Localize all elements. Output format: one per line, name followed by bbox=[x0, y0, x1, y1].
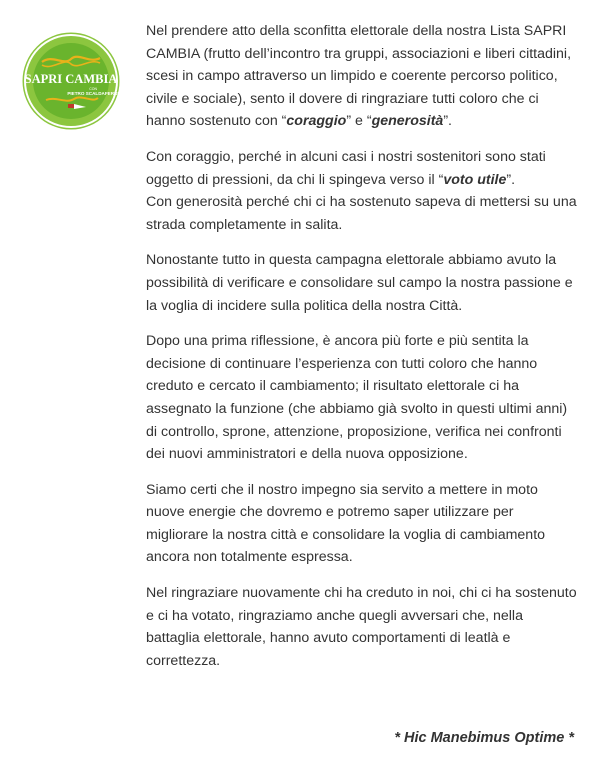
paragraph bbox=[146, 479, 578, 569]
paragraph-text: Nonostante tutto in questa campagna elettorale abbiamo avuto la possibilità di verificare e consolidare sul campo la nostra passione e la voglia di incidere sulla politica della nostra Città. bbox=[146, 252, 573, 314]
paragraph-text: Nel ringraziare nuovamente chi ha creduto in noi, chi ci ha sostenuto e ci ha votato, ringraziamo anche quegli avversari che, nella battaglia elettorale, hanno avuto comportamenti di leatlà e correttezza. bbox=[146, 585, 577, 669]
logo-boat-icon bbox=[68, 104, 74, 108]
sapri-cambia-logo bbox=[22, 32, 120, 130]
paragraph-text: Nel prendere atto della sconfitta elettorale della nostra Lista SAPRI CAMBIA (frutto dell’incontro tra gruppi, associazioni e liberi cittadini, scesi in campo attraverso un limpido e coerente percorso politico, civile e sociale), sento il dovere di ringraziare tutti coloro che ci hanno sostenuto con “ bbox=[146, 23, 572, 130]
logo-title: SAPRI CAMBIA bbox=[24, 72, 118, 86]
paragraph-text: Con coraggio, perché in alcuni casi i nostri sostenitori sono stati oggetto di pressioni, da chi li spingeva verso il “ bbox=[146, 148, 546, 188]
paragraph-text: Dopo una prima riflessione, è ancora più forte e più sentita la decisione di continuare l’esperienza con tutti coloro che hanno creduto e cercato il cambiamento; il risultato elettorale ci ha assegnato la funzione (che abbiamo già svolto in questi ultimi anni) di controllo, sprone, attenzione, proposizione, verifica nei confronti dei nuovi amministratori e della nuova opposizione. bbox=[146, 333, 568, 463]
logo-con: CON bbox=[89, 87, 97, 91]
paragraph-text: ”. bbox=[443, 113, 452, 130]
paragraph-text: Con generosità perché chi ci ha sostenuto sapeva di mettersi su una strada completamente in salita. bbox=[146, 194, 577, 233]
motto: * Hic Manebimus Optime * bbox=[394, 730, 574, 746]
paragraph bbox=[146, 330, 578, 466]
paragraph-text: Siamo certi che il nostro impegno sia servito a mettere in moto nuove energie che dovremo e potremo saper utilizzare per migliorare la nostra città e consolidare la voglia di cambiamento ancora non totalmente espressa. bbox=[146, 481, 546, 566]
paragraph-text: ” e “ bbox=[346, 113, 372, 130]
paragraph bbox=[146, 249, 578, 317]
emphasized-text: generosità bbox=[371, 113, 444, 130]
paragraph bbox=[146, 582, 578, 672]
paragraph bbox=[146, 20, 578, 133]
logo-candidate: PIETRO SCALDAFERRI bbox=[67, 91, 119, 96]
paragraph bbox=[146, 146, 578, 236]
paragraph-text: ”. bbox=[506, 171, 516, 188]
emphasized-text: voto utile bbox=[443, 171, 507, 188]
letter-body bbox=[146, 20, 578, 685]
logo-emblem bbox=[22, 32, 120, 130]
emphasized-text: coraggio bbox=[286, 113, 347, 130]
